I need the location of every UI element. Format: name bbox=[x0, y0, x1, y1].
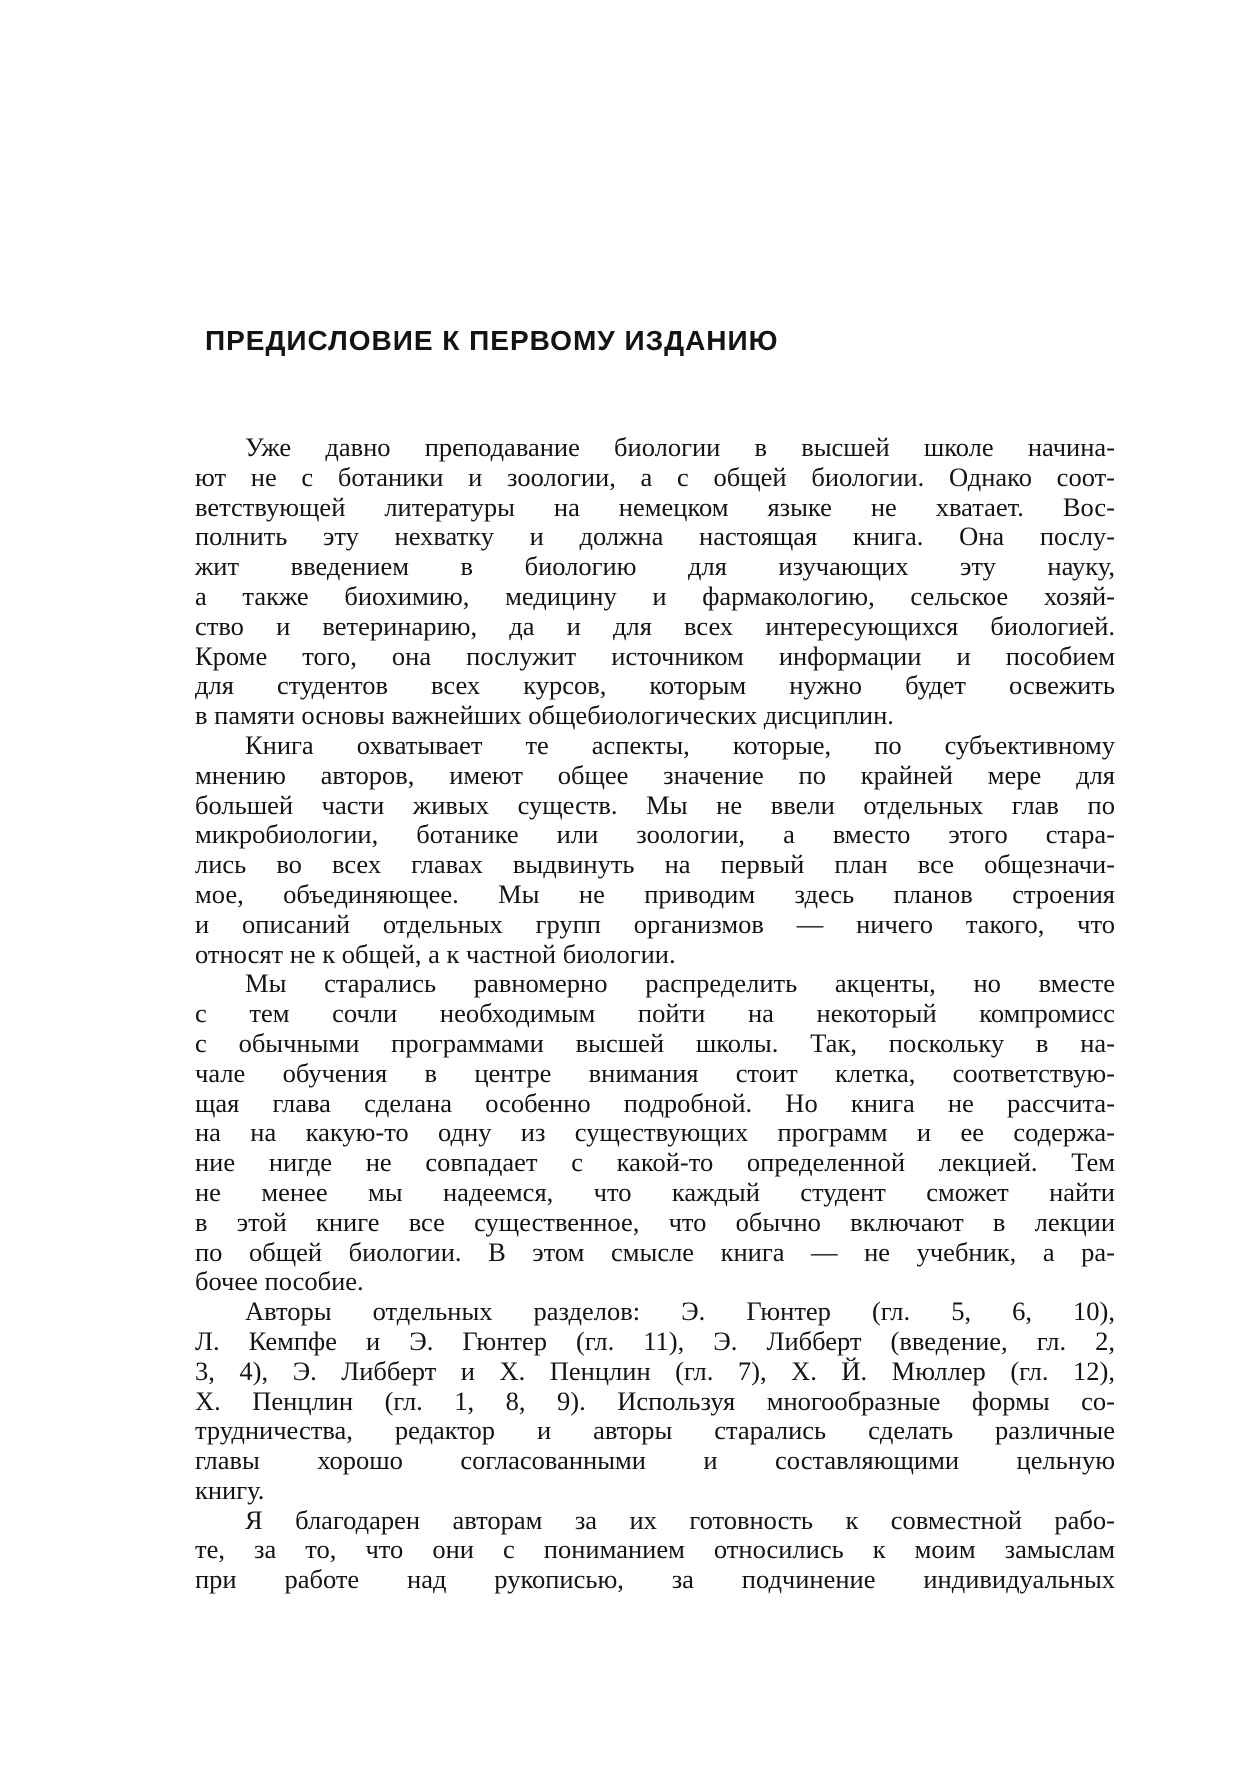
text-line: чале обучения в центре внимания стоит клетка, соответствую- bbox=[195, 1057, 1115, 1088]
body-text bbox=[195, 433, 1115, 1595]
text-line: и описаний отдельных групп организмов — ничего такого, что bbox=[195, 908, 1115, 939]
text-line: с тем сочли необходимым пойти на некоторый компромисс bbox=[195, 998, 1115, 1029]
text-line: Кроме того, она послужит источником информации и пособием bbox=[195, 640, 1115, 671]
text-line: Я благодарен авторам за их готовность к совместной рабо- bbox=[245, 1504, 1115, 1535]
text-line: мое, объединяющее. Мы не приводим здесь планов строения bbox=[195, 878, 1115, 909]
paragraph bbox=[195, 1506, 1115, 1595]
text-line: Уже давно преподавание биологии в высшей школе начина- bbox=[245, 432, 1115, 462]
paragraph bbox=[195, 1297, 1115, 1506]
text-line: ство и ветеринарию, да и для всех интересующихся биологией. bbox=[195, 610, 1115, 641]
text-line: ние нигде не совпадает с какой-то определенной лекцией. Тем bbox=[195, 1147, 1115, 1178]
text-line: микробиологии, ботанике или зоологии, а вместо этого стара- bbox=[195, 819, 1115, 850]
text-line: по общей биологии. В этом смысле книга — не учебник, а ра- bbox=[195, 1236, 1115, 1267]
text-line: мнению авторов, имеют общее значение по крайней мере для bbox=[195, 759, 1115, 790]
text-line: ветствующей литературы на немецком языке не хватает. Вос- bbox=[195, 491, 1115, 522]
text-line: для студентов всех курсов, которым нужно будет освежить bbox=[195, 670, 1115, 701]
text-line: 3, 4), Э. Либберт и Х. Пенцлин (гл. 7), Х. Й. Мюллер (гл. 12), bbox=[195, 1355, 1115, 1386]
text-line: бочее пособие. bbox=[195, 1266, 364, 1297]
text-line: ют не с ботаники и зоологии, а с общей биологии. Однако соот- bbox=[195, 461, 1115, 492]
paragraph bbox=[195, 433, 1115, 731]
text-line: главы хорошо согласованными и составляющими цельную bbox=[195, 1445, 1115, 1476]
text-line: в памяти основы важнейших общебиологических дисциплин. bbox=[195, 700, 894, 731]
text-line: относят не к общей, а к частной биологии. bbox=[195, 938, 676, 969]
text-line: на на какую-то одну из существующих программ и ее содержа- bbox=[195, 1117, 1115, 1148]
text-line: те, за то, что они с пониманием относились к моим замыслам bbox=[195, 1534, 1115, 1565]
text-line: при работе над рукописью, за подчинение индивидуальных bbox=[195, 1564, 1115, 1595]
text-line: лись во всех главах выдвинуть на первый план все общезначи- bbox=[195, 849, 1115, 880]
text-line: в этой книге все существенное, что обычно включают в лекции bbox=[195, 1206, 1115, 1237]
text-line: Х. Пенцлин (гл. 1, 8, 9). Используя многообразные формы со- bbox=[195, 1385, 1115, 1416]
text-line: Мы старались равномерно распределить акценты, но вместе bbox=[245, 968, 1115, 999]
text-line: Л. Кемпфе и Э. Гюнтер (гл. 11), Э. Либберт (введение, гл. 2, bbox=[195, 1325, 1115, 1356]
text-line: трудничества, редактор и авторы старались сделать различные bbox=[195, 1415, 1115, 1446]
text-line: большей части живых существ. Мы не ввели отдельных глав по bbox=[195, 789, 1115, 820]
text-line: не менее мы надеемся, что каждый студент сможет найти bbox=[195, 1176, 1115, 1207]
text-line: а также биохимию, медицину и фармакологию, сельское хозяй- bbox=[195, 580, 1115, 611]
text-line: книгу. bbox=[195, 1474, 265, 1505]
text-line: щая глава сделана особенно подробной. Но книга не рассчита- bbox=[195, 1087, 1115, 1118]
paragraph bbox=[195, 969, 1115, 1297]
text-line: полнить эту нехватку и должна настоящая книга. Она послу- bbox=[195, 521, 1115, 552]
text-line: с обычными программами высшей школы. Так, поскольку в на- bbox=[195, 1027, 1115, 1058]
page-title: ПРЕДИСЛОВИЕ К ПЕРВОМУ ИЗДАНИЮ bbox=[205, 325, 779, 356]
text-line: жит введением в биологию для изучающих эту науку, bbox=[195, 551, 1115, 582]
text-line: Книга охватывает те аспекты, которые, по субъективному bbox=[245, 729, 1115, 760]
paragraph bbox=[195, 731, 1115, 969]
text-line: Авторы отдельных разделов: Э. Гюнтер (гл. 5, 6, 10), bbox=[245, 1296, 1115, 1327]
